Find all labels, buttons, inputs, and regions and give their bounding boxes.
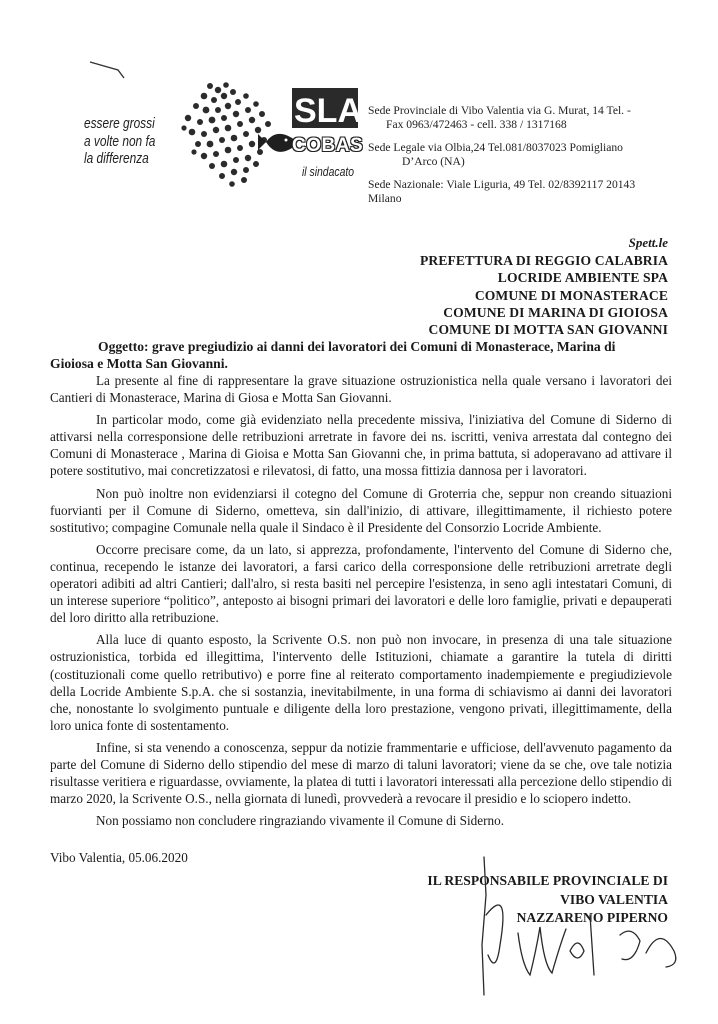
address-line: Sede Provinciale di Vibo Valentia via G. Murat, 14 Tel. - (368, 104, 631, 117)
scan-stroke-mark (88, 58, 128, 80)
recipient: COMUNE DI MOTTA SAN GIOVANNI (428, 322, 668, 338)
signatory-name: NAZZARENO PIPERNO (516, 910, 668, 925)
address-line: Sede Legale via Olbia,24 Tel.081/8037023 Pomigliano (368, 141, 623, 154)
salutation: Spett.le (628, 235, 668, 250)
slogan-line: a volte non fa (84, 133, 156, 150)
recipient: COMUNE DI MARINA DI GIOIOSA (443, 304, 668, 320)
place-and-date: Vibo Valentia, 05.06.2020 (50, 850, 188, 865)
slogan-line: la differenza (84, 151, 149, 167)
office-address-national (368, 178, 678, 206)
recipient: COMUNE DI MONASTERACE (474, 287, 668, 303)
address-line: Sede Nazionale: Viale Liguria, 49 Tel. 02/8392117 20143 (368, 178, 636, 191)
logo-brand-name: COBAS (292, 135, 364, 156)
logo-slai-text: SLAI (294, 92, 372, 130)
recipient: LOCRIDE AMBIENTE SPA (497, 270, 668, 286)
signatory-province: VIBO VALENTIA (560, 891, 668, 907)
address-line: D’Arco (NA) (402, 155, 465, 168)
subject-text: Gioiosa e Motta San Giovanni. (50, 356, 228, 371)
recipient-list (420, 252, 668, 338)
body-paragraph: Infine, si sta venendo a conoscenza, seppur da notizie frammentarie e ufficiose, dell'avvenuto pagamento da parte del Comune di Siderno dello stipendio del mese di marzo di taluni lavoratori; viene da se che, ove tale notizia risultasse veritiera e riguardasse, ovviamente, la platea di tutti i lavoratori interessati alla percezione dello stipendio di marzo 2020, la Scrivente O.S., nella giornata di lunedì, provvederà a revocare il presidio e lo sciopero indetto. (50, 739, 672, 807)
body-paragraph: Alla luce di quanto esposto, la Scrivente O.S. non può non invocare, in presenza di una tale situazione ostruzionistica, torbida ed illegittima, l'intervento delle Istituzioni, chiamate a garantire la tutela di diritti (costituzionali come quello retributivo) e porre fine al reiterato comportamento inadempiemente e pregiudizievole della Locride Ambiente S.p.A. che si sostanzia, inevitabilmente, in una forma di schiavismo ai danni dei lavoratori che, nonostante lo svolgimento puntuale e diligente della loro prestazione, vengono privati, illegittimamente, della loro unica fonte di sostentamento. (50, 632, 672, 733)
office-address-legal (368, 141, 678, 169)
body-paragraph: Occorre precisare come, da un lato, si apprezza, profondamente, l'intervento del Comune di Siderno che, continua, recependo le istanze dei lavoratori, a farsi carico della corresponsione delle retribuzioni arretrate degli operatori adibiti ad altri Cantieri; dall'alro, si resta basiti nel percepire l'esistenza, in seno agli intestatari Comuni, di un interese superiore “politico”, anteposto ai bisogni primari dei lavoratori e delle loro famiglie, privati e depauperati del loro diritto alla retribuzione. (50, 541, 672, 626)
logo-brand-subtitle: il sindacato (302, 164, 355, 179)
body-paragraph: Non può inoltre non evidenziarsi il cotegno del Comune di Groterria che, seppur non creando situazioni fuorvianti per il Comune di Siderno, ometteva, sin dall'inizio, di attivare, illegittimamente, il richiesto potere sostitutivo; compagine Comunale nella quale il Sindaco è il Presidente del Consorzio Locride Ambiente. (50, 485, 672, 535)
closing-paragraph: Non possiamo non concludere ringraziando vivamente il Comune di Siderno. (96, 813, 504, 829)
logo-slogan (84, 116, 155, 169)
recipient: PREFETTURA DI REGGIO CALABRIA (420, 253, 668, 268)
slogan-line: essere grossi (84, 116, 155, 132)
address-line: Fax 0963/472463 - cell. 338 / 1317168 (386, 118, 567, 131)
handwritten-signature (470, 855, 690, 1005)
body-paragraph: La presente al fine di rappresentare la grave situazione ostruzionistica nella quale versano i lavoratori dei Cantieri di Monasterace, Marina di Giosa e Motta San Giovanni. (50, 373, 672, 406)
subject-line (50, 338, 672, 372)
signatory-title: IL RESPONSABILE PROVINCIALE DI (427, 873, 668, 888)
address-line: Milano (368, 192, 402, 205)
office-address-provincial (368, 104, 678, 132)
subject-text: Oggetto: grave pregiudizio ai danni dei lavoratori dei Comuni di Monasterace, Marina di (98, 339, 616, 354)
union-logo (80, 82, 372, 194)
body-paragraph: In particolar modo, come già evidenziato nella precedente missiva, l'iniziativa del Comune di Siderno di attivarsi nella corresponsione delle retribuzioni arretrate in favore dei ns. iscritti, veniva arrestata dal contegno dei Comuni di Monasterace , Marina di Gioisa e Motta San Giovanni che, in prima battuta, si adoperavano ad attivare il potere sostitutivo, mai concretizzatosi e rilevatosi, di fatto, una mossa fittizia dannosa per i lavoratori. (50, 412, 672, 479)
letter-body (50, 372, 672, 834)
